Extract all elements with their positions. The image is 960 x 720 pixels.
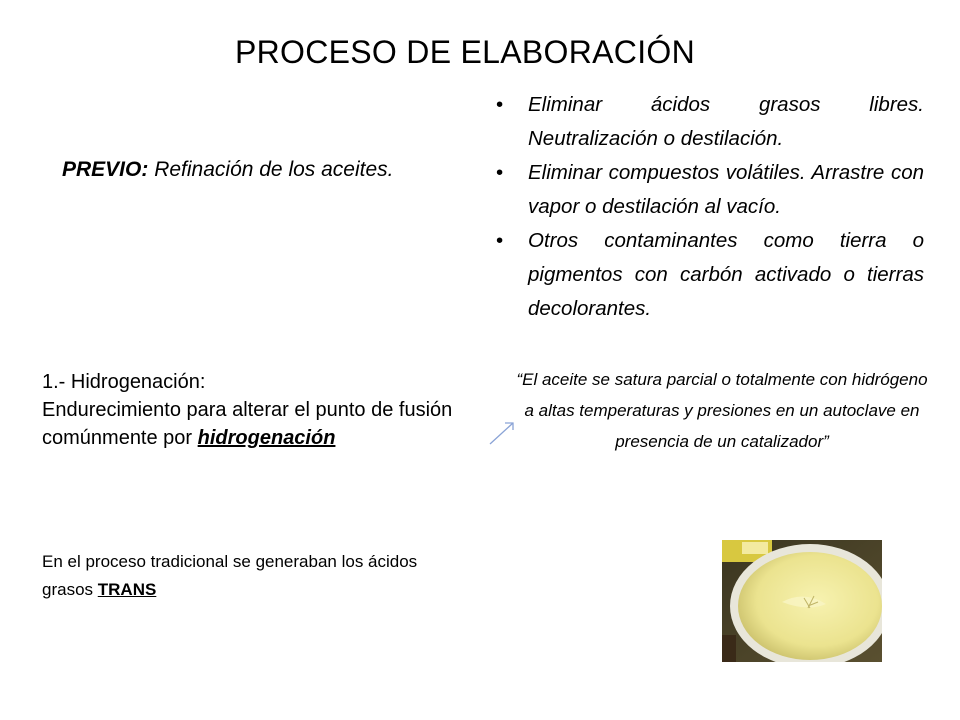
trans-keyword: TRANS — [97, 580, 157, 599]
slide-title: PROCESO DE ELABORACIÓN — [234, 34, 696, 70]
refining-steps-list — [496, 88, 924, 326]
bullet-item: • Eliminar ácidos grasos libres. Neutralización o destilación. — [496, 88, 924, 156]
bullet-item: • Eliminar compuestos volátiles. Arrastre con vapor o destilación al vacío. — [496, 156, 924, 224]
margarine-photo — [722, 540, 882, 662]
hydrogenation-block — [42, 368, 478, 452]
trans-note-text: En el proceso tradicional se generaban los ácidos grasos — [42, 552, 418, 599]
hydrogenation-heading: 1.- Hidrogenación: — [42, 371, 206, 393]
trans-note — [42, 548, 472, 604]
hydrogenation-desc: Endurecimiento para alterar el punto de fusión comúnmente por — [42, 399, 453, 449]
previo-line — [62, 158, 394, 182]
hydrogenation-keyword: hidrogenación — [197, 427, 336, 449]
hydrogenation-quote: “El aceite se satura parcial o totalmente con hidrógeno a altas temperaturas y presiones en un autoclave en presencia de un catalizador” — [516, 370, 928, 451]
hydrogenation-text — [42, 396, 478, 452]
previo-label: PREVIO: — [62, 158, 149, 181]
bullet-item: • Otros contaminantes como tierra o pigmentos con carbón activado o tierras decolorantes. — [496, 224, 924, 326]
previo-text: Refinación de los aceites. — [148, 158, 394, 181]
